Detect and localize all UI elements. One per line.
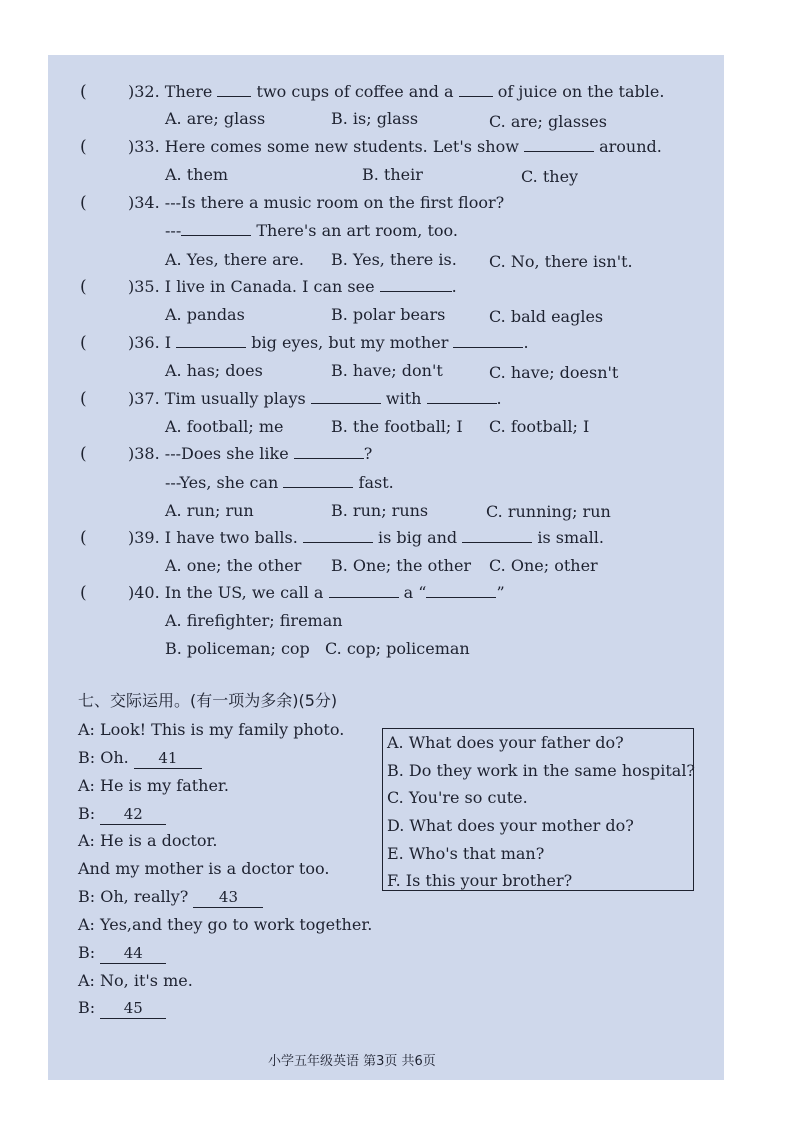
option-a: A. run; run (165, 501, 254, 520)
choice-f: F. Is this your brother? (387, 871, 573, 890)
dialogue-line: A: He is my father. (78, 776, 229, 795)
question-40: )40. In the US, we call a a “ ” (128, 583, 505, 602)
answer-blank (311, 389, 381, 404)
answer-paren: ( (80, 444, 87, 464)
answer-blank (294, 444, 364, 459)
question-32: )32. There two cups of coffee and a of juice on the table. (128, 82, 665, 101)
question-34: )34. ---Is there a music room on the first floor? (128, 193, 505, 212)
dialogue-line: A: He is a doctor. (78, 831, 218, 850)
answer-blank (329, 583, 399, 598)
option-a: A. one; the other (165, 556, 302, 575)
answer-blank (462, 528, 532, 543)
option-b: B. policeman; cop (165, 639, 310, 658)
answer-blank (426, 583, 496, 598)
section-title: 七、交际运用。(有一项为多余)(5分) (78, 691, 338, 710)
option-c: C. No, there isn't. (489, 252, 633, 271)
option-a: A. are; glass (165, 109, 266, 128)
choice-d: D. What does your mother do? (387, 816, 634, 835)
answer-paren: ( (80, 583, 87, 603)
option-b: B. run; runs (331, 501, 429, 520)
answer-blank (427, 389, 497, 404)
answer-blank (176, 333, 246, 348)
option-c: C. have; doesn't (489, 363, 619, 382)
option-a: A. has; does (165, 361, 263, 380)
option-a: A. pandas (165, 305, 245, 324)
dialogue-line: B: 45 (78, 998, 166, 1019)
choice-e: E. Who's that man? (387, 844, 545, 863)
answer-blank: 43 (193, 887, 263, 908)
page-footer: 小学五年级英语 第3页 共6页 (268, 1054, 436, 1069)
option-a: A. Yes, there are. (165, 250, 304, 269)
choices-box (382, 728, 694, 891)
dialogue-line: B: Oh, really? 43 (78, 887, 263, 908)
question-34-reply: --- There's an art room, too. (165, 221, 458, 240)
answer-paren: ( (80, 277, 87, 297)
option-a: A. them (165, 165, 229, 184)
option-b: B. have; don't (331, 361, 443, 380)
option-c: C. running; run (486, 502, 611, 521)
dialogue-line: B: 42 (78, 804, 166, 825)
option-b: B. One; the other (331, 556, 472, 575)
answer-paren: ( (80, 82, 87, 102)
answer-blank: 41 (134, 748, 202, 769)
choice-a: A. What does your father do? (387, 733, 624, 752)
option-a: A. football; me (165, 417, 284, 436)
answer-paren: ( (80, 193, 87, 213)
answer-blank (303, 528, 373, 543)
option-c: C. cop; policeman (325, 639, 470, 658)
option-b: B. Yes, there is. (331, 250, 457, 269)
option-c: C. football; I (489, 417, 590, 436)
option-a: A. firefighter; fireman (165, 611, 343, 630)
answer-blank: 42 (100, 804, 166, 825)
answer-paren: ( (80, 137, 87, 157)
question-37: )37. Tim usually plays with . (128, 389, 502, 408)
question-38-reply: ---Yes, she can fast. (165, 473, 394, 492)
option-b: B. their (362, 165, 423, 184)
answer-blank (217, 82, 251, 97)
answer-blank (380, 277, 452, 292)
question-38: )38. ---Does she like ? (128, 444, 373, 463)
dialogue-line: B: Oh. 41 (78, 748, 202, 769)
dialogue-line: And my mother is a doctor too. (78, 859, 330, 878)
dialogue-line: B: 44 (78, 943, 166, 964)
option-b: B. polar bears (331, 305, 446, 324)
choice-c: C. You're so cute. (387, 788, 528, 807)
answer-paren: ( (80, 389, 87, 409)
option-b: B. is; glass (331, 109, 419, 128)
option-b: B. the football; I (331, 417, 463, 436)
dialogue-line: A: No, it's me. (78, 971, 193, 990)
option-c: C. One; other (489, 556, 598, 575)
answer-blank: 44 (100, 943, 166, 964)
option-c: C. they (521, 167, 579, 186)
question-33: )33. Here comes some new students. Let's show around. (128, 137, 662, 156)
answer-blank (181, 221, 251, 236)
question-39: )39. I have two balls. is big and is small. (128, 528, 604, 547)
answer-blank (459, 82, 493, 97)
choice-b: B. Do they work in the same hospital? (387, 761, 696, 780)
question-35: )35. I live in Canada. I can see . (128, 277, 457, 296)
answer-blank (524, 137, 594, 152)
dialogue-line: A: Yes,and they go to work together. (78, 915, 373, 934)
answer-paren: ( (80, 528, 87, 548)
option-c: C. bald eagles (489, 307, 604, 326)
dialogue-line: A: Look! This is my family photo. (78, 720, 345, 739)
question-36: )36. I big eyes, but my mother . (128, 333, 529, 352)
exam-page (48, 55, 724, 1080)
option-c: C. are; glasses (489, 112, 607, 131)
answer-blank: 45 (100, 998, 166, 1019)
answer-paren: ( (80, 333, 87, 353)
answer-blank (283, 473, 353, 488)
answer-blank (453, 333, 523, 348)
